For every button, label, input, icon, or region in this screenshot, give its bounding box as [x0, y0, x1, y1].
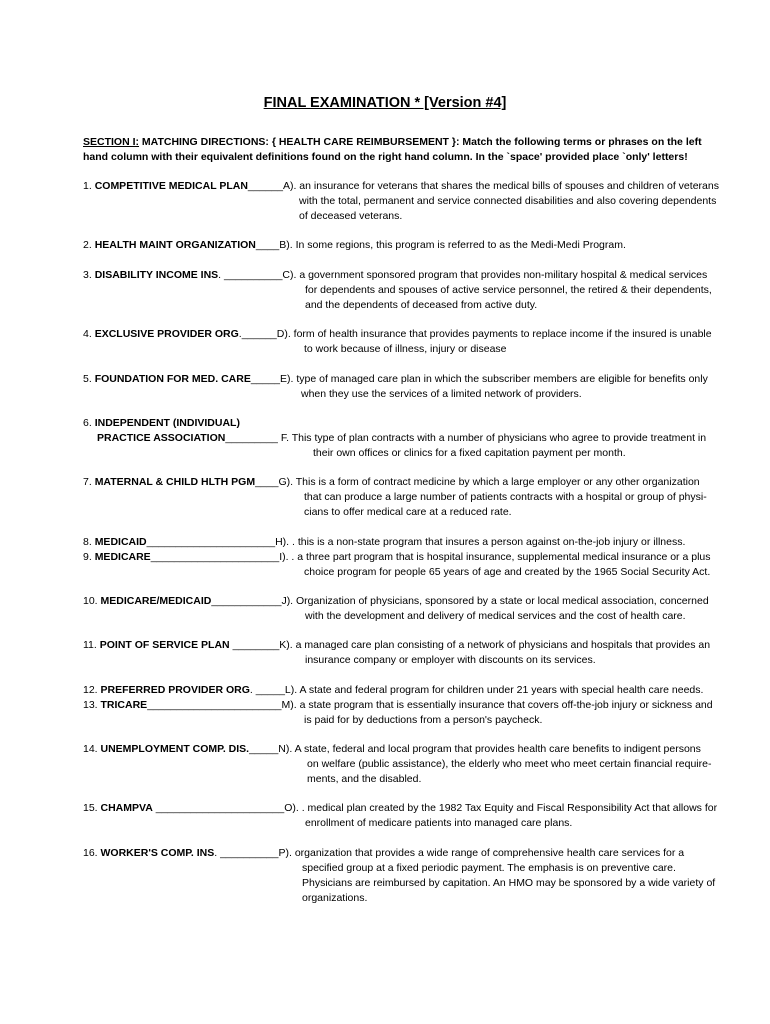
item-term: WORKER'S COMP. INS: [100, 847, 215, 859]
item-term: DISABILITY INCOME INS: [94, 269, 219, 281]
definition-line: specified group at a fixed periodic payment. The emphasis is on preventive care.: [302, 862, 676, 874]
matching-item: [83, 846, 723, 906]
definition-line: C). a government sponsored program that provides non-military hospital & medical services: [282, 269, 708, 281]
definition-line: J). Organization of physicians, sponsored by a state or local medical association, concerned: [281, 595, 709, 607]
answer-blank[interactable]: ____: [255, 476, 279, 488]
matching-item: [83, 801, 723, 831]
definition-line: Physicians are reimbursed by capitation. An HMO may be sponsored by a wide variety of: [302, 877, 716, 889]
definition-line: with the development and delivery of medical services and the cost of health care.: [305, 610, 686, 622]
item-term: MEDICARE: [94, 551, 151, 563]
definition-line: G). This is a form of contract medicine by which a large employer or any other organization: [278, 476, 700, 488]
definition-line: organizations.: [302, 892, 368, 904]
matching-item: [83, 535, 723, 550]
matching-item: [83, 268, 723, 313]
answer-blank[interactable]: . __________: [218, 269, 283, 281]
definition-line: E). type of managed care plan in which the subscriber members are eligible for benefits only: [280, 373, 708, 385]
answer-blank[interactable]: . _____: [249, 684, 285, 696]
section-label: SECTION I:: [83, 136, 140, 148]
answer-blank[interactable]: .______: [238, 328, 277, 340]
definition-line: their own offices or clinics for a fixed capitation payment per month.: [313, 447, 626, 459]
item-term: CHAMPVA: [100, 802, 153, 814]
item-number: 11.: [83, 639, 100, 651]
matching-item: [83, 594, 723, 624]
item-number: 4.: [83, 328, 95, 340]
definition-line: is paid for by deductions from a person's paycheck.: [304, 714, 543, 726]
definition-line: A). an insurance for veterans that shares the medical bills of spouses and children of veterans: [282, 180, 719, 192]
definition-line: when they use the services of a limited network of providers.: [301, 388, 582, 400]
item-term: EXCLUSIVE PROVIDER ORG: [94, 328, 239, 340]
definition-line: F. This type of plan contracts with a number of physicians who agree to provide treatment in: [277, 432, 707, 444]
definition-line: on welfare (public assistance), the elderly who meet who meet certain financial require-: [307, 758, 712, 770]
answer-blank[interactable]: . __________: [214, 847, 279, 859]
item-number: 15.: [83, 802, 101, 814]
item-number: 1.: [83, 180, 95, 192]
definition-line: ments, and the disabled.: [307, 773, 422, 785]
matching-item: [83, 475, 723, 520]
definition-line: K). a managed care plan consisting of a network of physicians and hospitals that provides an: [279, 639, 711, 651]
item-term: MEDICAID: [94, 536, 147, 548]
definition-line: with the total, permanent and service connected disabilities and also covering dependents: [299, 195, 717, 207]
answer-blank[interactable]: _____: [250, 373, 281, 385]
matching-item: [83, 638, 723, 668]
section-directions: [83, 135, 713, 165]
item-number: 3.: [83, 269, 95, 281]
definition-line: to work because of illness, injury or disease: [304, 343, 507, 355]
matching-item: [83, 698, 723, 728]
definition-line: of deceased veterans.: [299, 210, 403, 222]
item-term: MEDICARE/MEDICAID: [100, 595, 212, 607]
matching-item: [83, 179, 723, 224]
definition-line: I). . a three part program that is hospital insurance, supplemental medical insurance or a plus: [279, 551, 711, 563]
definition-line: L). A state and federal program for children under 21 years with special health care needs.: [284, 684, 704, 696]
item-term: COMPETITIVE MEDICAL PLAN: [94, 180, 248, 192]
definition-line: enrollment of medicare patients into managed care plans.: [305, 817, 573, 829]
matching-item: [83, 742, 723, 787]
answer-blank[interactable]: _______________________: [147, 699, 282, 711]
item-number: 2.: [83, 239, 95, 251]
item-number: 6.: [83, 417, 95, 429]
answer-blank[interactable]: ____: [255, 239, 280, 251]
definition-line: P). organization that provides a wide range of comprehensive health care services for a: [278, 847, 685, 859]
definition-line: for dependents and spouses of active service personnel, the retired & their dependents,: [305, 284, 712, 296]
answer-blank[interactable]: ______________________: [146, 536, 276, 548]
item-number: 7.: [83, 476, 95, 488]
answer-blank[interactable]: _________: [225, 432, 278, 444]
matching-item: [83, 416, 723, 461]
item-term: FOUNDATION FOR MED. CARE: [94, 373, 251, 385]
item-number: 12.: [83, 684, 101, 696]
definition-line: that can produce a large number of patients contracts with a hospital or group of physi-: [304, 491, 707, 503]
item-term: PREFERRED PROVIDER ORG: [100, 684, 250, 696]
item-number: 9.: [83, 551, 95, 563]
exam-title: FINAL EXAMINATION * [Version #4]: [263, 95, 507, 111]
definition-line: B). In some regions, this program is referred to as the Medi-Medi Program.: [279, 239, 626, 251]
answer-blank[interactable]: ______________________: [152, 802, 285, 814]
matching-item: [83, 550, 723, 580]
definition-line: choice program for people 65 years of age and created by the 1965 Social Security Act.: [304, 566, 711, 578]
matching-item: [83, 683, 723, 698]
definition-line: N). A state, federal and local program that provides health care benefits to indigent persons: [278, 743, 701, 755]
answer-blank[interactable]: ______________________: [150, 551, 280, 563]
item-number: 13.: [83, 699, 101, 711]
answer-blank[interactable]: _____: [249, 743, 279, 755]
definition-line: O). . medical plan created by the 1982 Tax Equity and Fiscal Responsibility Act that allows for: [284, 802, 718, 814]
item-number: 14.: [83, 743, 101, 755]
definition-line: D). form of health insurance that provides payments to replace income if the insured is unable: [276, 328, 712, 340]
answer-blank[interactable]: ______: [247, 180, 283, 192]
item-number: 8.: [83, 536, 95, 548]
item-term: POINT OF SERVICE PLAN: [99, 639, 230, 651]
section-directions-text: MATCHING DIRECTIONS: { HEALTH CARE REIMBURSEMENT }: Match the following terms or phrases on the left hand column with their equivalent definitions found on the right hand column. In the `space' provided place `only' letters!: [83, 136, 702, 163]
definition-line: cians to offer medical care at a reduced rate.: [304, 506, 512, 518]
item-term: MATERNAL & CHILD HLTH PGM: [94, 476, 256, 488]
item-term: UNEMPLOYMENT COMP. DIS.: [100, 743, 250, 755]
definition-line: H). . this is a non-state program that insures a person against on-the-job injury or illness.: [275, 536, 686, 548]
matching-item: [83, 327, 723, 357]
item-term: HEALTH MAINT ORGANIZATION: [94, 239, 256, 251]
answer-blank[interactable]: ________: [229, 639, 280, 651]
item-term-continued: PRACTICE ASSOCIATION: [97, 432, 226, 444]
item-number: 5.: [83, 373, 95, 385]
answer-blank[interactable]: ____________: [211, 595, 282, 607]
definition-line: insurance company or employer with discounts on its services.: [305, 654, 596, 666]
matching-item: [83, 238, 723, 253]
item-term: TRICARE: [100, 699, 148, 711]
definition-line: M). a state program that is essentially insurance that covers off-the-job injury or sickness and: [281, 699, 713, 711]
item-number: 16.: [83, 847, 101, 859]
item-number: 10.: [83, 595, 101, 607]
item-term: INDEPENDENT (INDIVIDUAL): [94, 417, 240, 429]
definition-line: and the dependents of deceased from active duty.: [305, 299, 538, 311]
matching-item: [83, 372, 723, 402]
